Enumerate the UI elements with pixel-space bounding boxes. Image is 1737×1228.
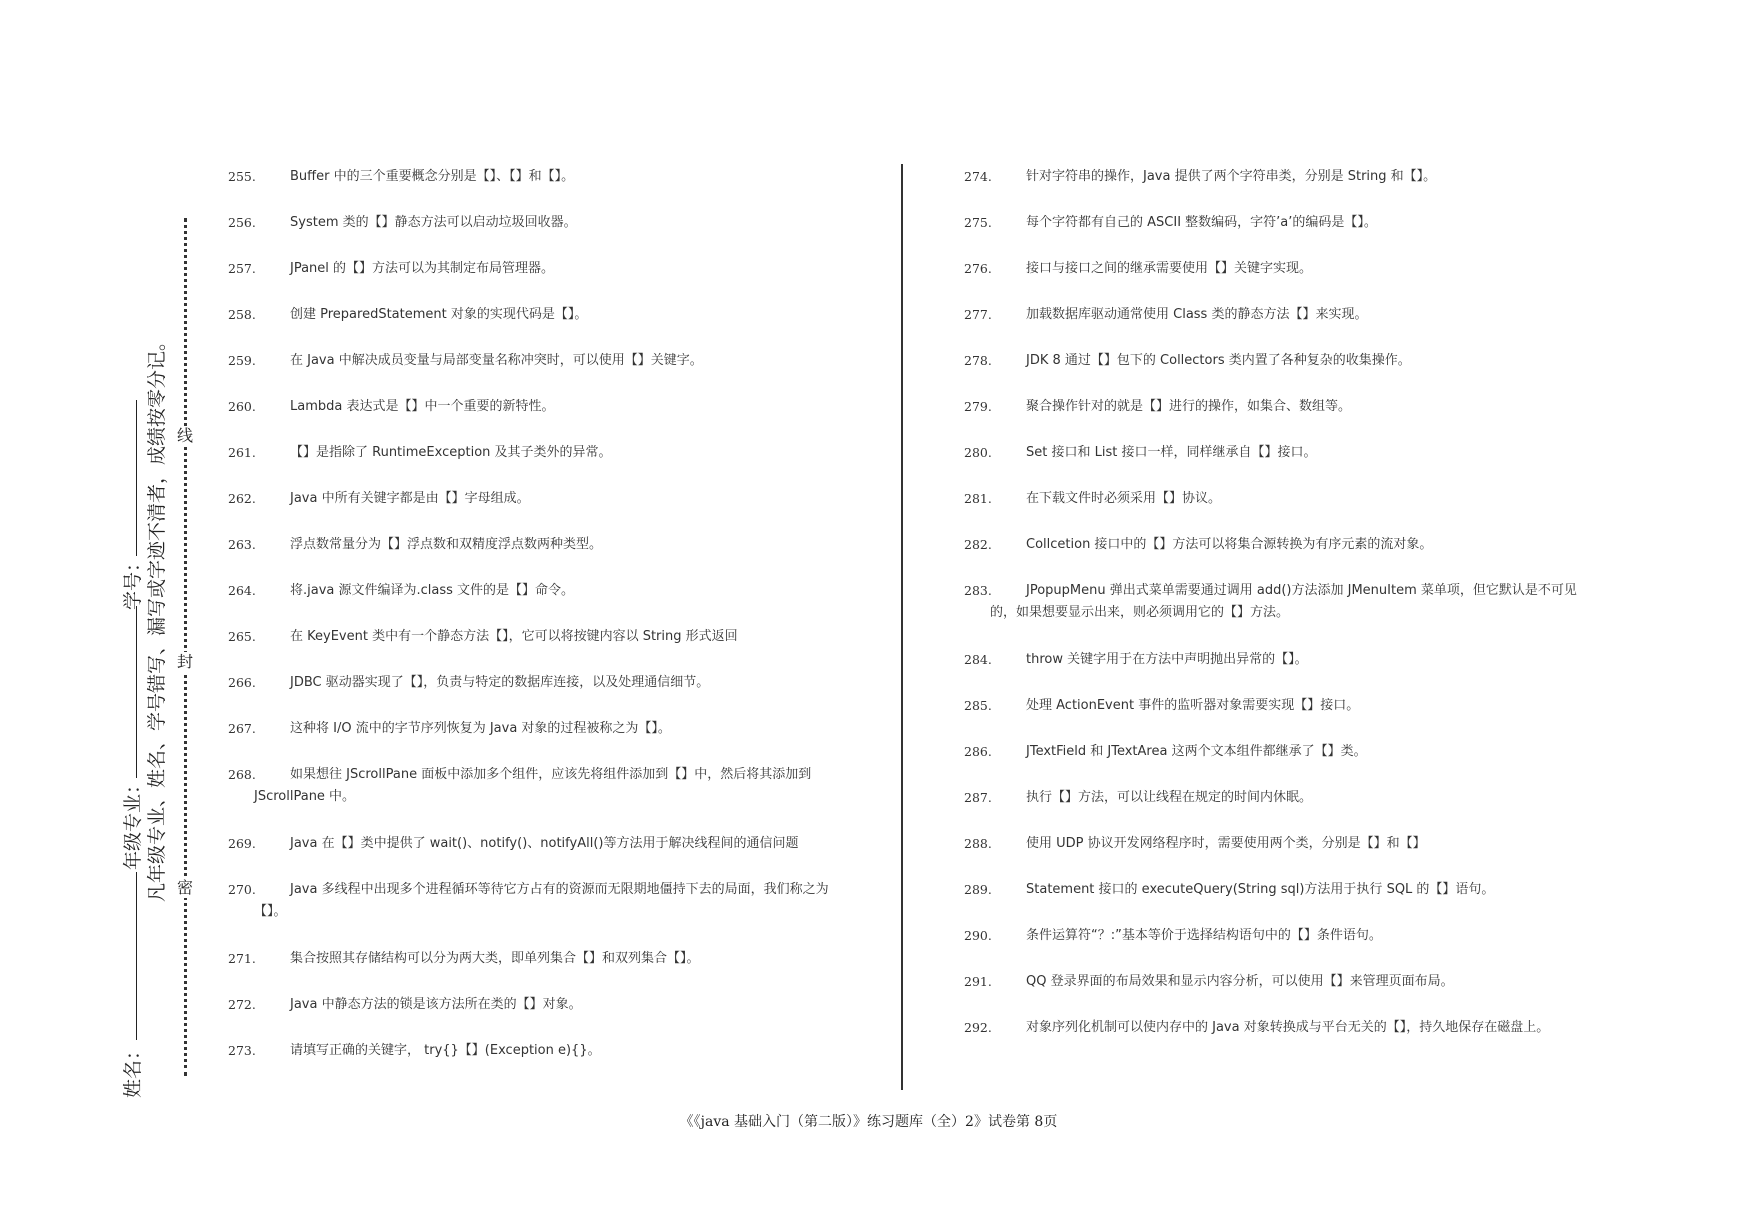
question-item [228, 626, 848, 672]
question-text: Java 多线程中出现多个进程循环等待它方占有的资源而无限期地僵持下去的局面，我们称之为【】。 [254, 882, 829, 919]
seal-dotted-line [184, 218, 187, 1076]
question-number: 284. [964, 652, 992, 667]
question-text: 处理 ActionEvent 事件的监听器对象需要实现【】接口。 [1026, 698, 1360, 713]
left-question-column [228, 166, 848, 1086]
question-number: 286. [964, 744, 992, 759]
question-number: 257. [228, 261, 256, 276]
question-item [964, 212, 1584, 258]
question-item [228, 488, 848, 534]
question-number: 292. [964, 1020, 992, 1035]
question-item [964, 442, 1584, 488]
question-number: 278. [964, 353, 992, 368]
question-item [964, 166, 1584, 212]
question-number: 255. [228, 169, 256, 184]
question-text: Java 在【】类中提供了 wait()、notify()、notifyAll()等方法用于解决线程间的通信问题 [290, 836, 799, 851]
grade-major-label: 年级专业： [122, 774, 144, 870]
question-item [964, 488, 1584, 534]
question-number: 274. [964, 169, 992, 184]
question-text: 创建 PreparedStatement 对象的实现代码是【】。 [290, 307, 588, 322]
question-number: 271. [228, 951, 256, 966]
question-text: Set 接口和 List 接口一样，同样继承自【】接口。 [1026, 445, 1317, 460]
question-item [228, 994, 848, 1040]
question-number: 269. [228, 836, 256, 851]
question-number: 268. [228, 767, 256, 782]
question-text: 浮点数常量分为【】浮点数和双精度浮点数两种类型。 [290, 537, 603, 552]
question-text: Java 中所有关键字都是由【】字母组成。 [290, 491, 530, 506]
question-item [964, 649, 1584, 695]
student-id-label: 学号： [122, 552, 144, 610]
question-number: 272. [228, 997, 256, 1012]
question-item [964, 534, 1584, 580]
question-text: 对象序列化机制可以使内存中的 Java 对象转换成与平台无关的【】，持久地保存在磁盘上。 [1026, 1020, 1550, 1035]
question-number: 261. [228, 445, 256, 460]
question-item [228, 166, 848, 212]
question-item [964, 396, 1584, 442]
question-item [228, 580, 848, 626]
question-number: 291. [964, 974, 992, 989]
question-text: 加载数据库驱动通常使用 Class 类的静态方法【】来实现。 [1026, 307, 1368, 322]
seal-char-feng: 封 [176, 652, 193, 671]
question-item [964, 787, 1584, 833]
question-text: 【】是指除了 RuntimeException 及其子类外的异常。 [290, 445, 612, 460]
question-number: 290. [964, 928, 992, 943]
question-text: 这种将 I/O 流中的字节序列恢复为 Java 对象的过程被称之为【】。 [290, 721, 671, 736]
page-footer: 《《java 基础入门（第二版）》练习题库（全）2》试卷第 8页 [679, 1114, 1058, 1130]
grade-major-underline [136, 606, 137, 778]
question-item [964, 304, 1584, 350]
question-text: 使用 UDP 协议开发网络程序时，需要使用两个类，分别是【】和【】 [1026, 836, 1426, 851]
question-text: 条件运算符“？:”基本等价于选择结构语句中的【】条件语句。 [1026, 928, 1382, 943]
question-text: JTextField 和 JTextArea 这两个文本组件都继承了【】类。 [1026, 744, 1367, 759]
question-item [228, 534, 848, 580]
question-item [228, 879, 848, 948]
question-text: 将.java 源文件编译为.class 文件的是【】命令。 [290, 583, 575, 598]
question-number: 288. [964, 836, 992, 851]
question-number: 277. [964, 307, 992, 322]
seal-char-xian: 线 [176, 426, 193, 445]
question-text: JPopupMenu 弹出式菜单需要通过调用 add()方法添加 JMenuItem 菜单项，但它默认是不可见的，如果想要显示出来，则必须调用它的【】方法。 [990, 583, 1577, 620]
question-number: 276. [964, 261, 992, 276]
question-item [964, 925, 1584, 971]
question-item [964, 741, 1584, 787]
question-item [228, 258, 848, 304]
name-label: 姓名： [122, 1040, 144, 1098]
question-number: 266. [228, 675, 256, 690]
question-item [964, 833, 1584, 879]
question-item [228, 212, 848, 258]
question-text: throw 关键字用于在方法中声明抛出异常的【】。 [1026, 652, 1308, 667]
question-number: 285. [964, 698, 992, 713]
question-text: 请填写正确的关键字， try{}【】(Exception e){}。 [290, 1043, 601, 1058]
question-number: 280. [964, 445, 992, 460]
question-number: 273. [228, 1043, 256, 1058]
question-number: 289. [964, 882, 992, 897]
question-number: 256. [228, 215, 256, 230]
question-number: 264. [228, 583, 256, 598]
question-item [228, 396, 848, 442]
question-text: 每个字符都有自己的 ASCII 整数编码，字符’a’的编码是【】。 [1026, 215, 1377, 230]
question-number: 275. [964, 215, 992, 230]
question-text: 在下载文件时必须采用【】协议。 [1026, 491, 1222, 506]
question-text: 执行【】方法，可以让线程在规定的时间内休眠。 [1026, 790, 1313, 805]
question-number: 262. [228, 491, 256, 506]
right-question-column [964, 166, 1584, 1063]
question-item [228, 1040, 848, 1086]
question-item [228, 442, 848, 488]
question-text: Lambda 表达式是【】中一个重要的新特性。 [290, 399, 555, 414]
question-item [964, 695, 1584, 741]
question-item [228, 764, 848, 833]
question-text: JDK 8 通过【】包下的 Collectors 类内置了各种复杂的收集操作。 [1026, 353, 1411, 368]
question-item [228, 833, 848, 879]
question-text: Java 中静态方法的锁是该方法所在类的【】对象。 [290, 997, 582, 1012]
question-text: 在 Java 中解决成员变量与局部变量名称冲突时，可以使用【】关键字。 [290, 353, 703, 368]
question-text: 针对字符串的操作，Java 提供了两个字符串类，分别是 String 和【】。 [1026, 169, 1437, 184]
question-number: 283. [964, 583, 992, 598]
student-id-underline [136, 400, 137, 556]
question-item [964, 258, 1584, 304]
question-number: 287. [964, 790, 992, 805]
question-text: Buffer 中的三个重要概念分别是【】、【】和【】。 [290, 169, 575, 184]
question-number: 279. [964, 399, 992, 414]
question-number: 258. [228, 307, 256, 322]
question-number: 267. [228, 721, 256, 736]
question-text: 接口与接口之间的继承需要使用【】关键字实现。 [1026, 261, 1313, 276]
question-text: QQ 登录界面的布局效果和显示内容分析，可以使用【】来管理页面布局。 [1026, 974, 1454, 989]
question-item [964, 879, 1584, 925]
question-text: 在 KeyEvent 类中有一个静态方法【】，它可以将按键内容以 String 形式返回 [290, 629, 738, 644]
binding-margin [0, 0, 220, 1228]
question-item [964, 971, 1584, 1017]
question-item [964, 580, 1584, 649]
seal-char-mi: 密 [176, 878, 193, 897]
question-text: 聚合操作针对的就是【】进行的操作，如集合、数组等。 [1026, 399, 1352, 414]
column-divider [901, 164, 903, 1090]
notice-text: 凡年级专业、姓名、学号错写、漏写或字迹不清者，成绩按零分记。 [146, 331, 168, 902]
name-underline [136, 872, 137, 1040]
question-item [228, 948, 848, 994]
question-text: Statement 接口的 executeQuery(String sql)方法用于执行 SQL 的【】语句。 [1026, 882, 1495, 897]
question-number: 270. [228, 882, 256, 897]
question-item [964, 1017, 1584, 1063]
question-item [228, 304, 848, 350]
question-number: 282. [964, 537, 992, 552]
question-number: 265. [228, 629, 256, 644]
question-text: 集合按照其存储结构可以分为两大类，即单列集合【】和双列集合【】。 [290, 951, 700, 966]
question-number: 281. [964, 491, 992, 506]
question-text: JDBC 驱动器实现了【】，负责与特定的数据库连接，以及处理通信细节。 [290, 675, 710, 690]
question-text: Collcetion 接口中的【】方法可以将集合源转换为有序元素的流对象。 [1026, 537, 1433, 552]
question-text: 如果想往 JScrollPane 面板中添加多个组件，应该先将组件添加到【】中，然后将其添加到 JScrollPane 中。 [254, 767, 812, 804]
question-text: System 类的【】静态方法可以启动垃圾回收器。 [290, 215, 577, 230]
question-text: JPanel 的【】方法可以为其制定布局管理器。 [290, 261, 555, 276]
question-number: 260. [228, 399, 256, 414]
question-item [228, 672, 848, 718]
question-item [964, 350, 1584, 396]
question-item [228, 350, 848, 396]
question-number: 263. [228, 537, 256, 552]
question-item [228, 718, 848, 764]
question-number: 259. [228, 353, 256, 368]
